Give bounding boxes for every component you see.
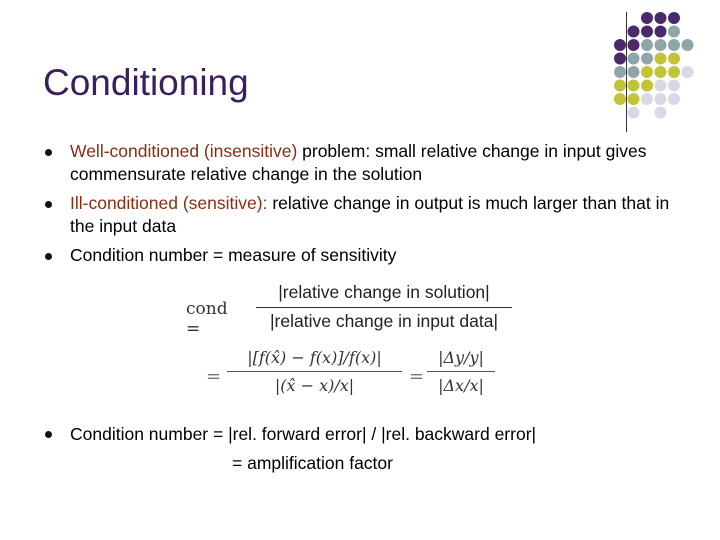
relative-change-fraction bbox=[256, 282, 512, 332]
decorative-dot bbox=[655, 93, 667, 105]
equals-sign: = bbox=[409, 366, 425, 387]
bullet-list bbox=[45, 140, 685, 273]
decorative-dot bbox=[628, 107, 640, 119]
bullet-dot-icon bbox=[45, 201, 52, 208]
decorative-dot bbox=[668, 39, 680, 51]
decorative-dot bbox=[655, 66, 667, 78]
bullet-item-amplification bbox=[45, 420, 536, 478]
bullet-item-condition-number bbox=[45, 244, 685, 267]
bullet-text: Condition number = measure of sensitivity bbox=[70, 245, 397, 265]
bullet-text: problem: small relative change in input gives commensurate relative change in the solution bbox=[70, 141, 647, 184]
title-divider-line bbox=[626, 12, 627, 132]
decorative-dot bbox=[682, 66, 694, 78]
bullet-text-continuation: = amplification factor bbox=[232, 453, 393, 473]
delta-denominator: |Δx/x| bbox=[438, 376, 484, 395]
bullet-dot-icon bbox=[45, 253, 52, 260]
decorative-dot bbox=[614, 39, 626, 51]
decorative-dot bbox=[641, 80, 653, 92]
decorative-dot bbox=[655, 26, 667, 38]
decorative-dot bbox=[682, 39, 694, 51]
decorative-dot bbox=[614, 80, 626, 92]
decorative-dot bbox=[614, 93, 626, 105]
decorative-dot bbox=[668, 53, 680, 65]
fraction-denominator: |relative change in input data| bbox=[270, 311, 498, 331]
cond-label: cond = bbox=[186, 299, 228, 339]
decorative-dot bbox=[655, 53, 667, 65]
page-title: Conditioning bbox=[43, 62, 249, 103]
bullet-text: relative change in output is much larger than that in the input data bbox=[70, 193, 670, 236]
function-fraction bbox=[227, 348, 402, 395]
decorative-dot bbox=[655, 107, 667, 119]
decorative-dot bbox=[628, 26, 640, 38]
decorative-dot bbox=[641, 93, 653, 105]
bullet-item-ill-conditioned bbox=[45, 192, 685, 238]
equals-sign: = bbox=[206, 366, 222, 387]
decorative-dot bbox=[668, 26, 680, 38]
bullet-dot-icon bbox=[45, 149, 52, 156]
decorative-dot bbox=[655, 80, 667, 92]
decorative-dot bbox=[614, 66, 626, 78]
bullet-item-well-conditioned bbox=[45, 140, 685, 186]
function-denominator: |(x̂ − x)/x| bbox=[274, 376, 355, 395]
decorative-dot bbox=[655, 39, 667, 51]
decorative-dot bbox=[668, 12, 680, 24]
decorative-dot bbox=[628, 66, 640, 78]
decorative-dot bbox=[628, 39, 640, 51]
decorative-dot bbox=[641, 66, 653, 78]
decorative-dot bbox=[641, 26, 653, 38]
decorative-dot bbox=[668, 80, 680, 92]
delta-fraction bbox=[427, 348, 495, 395]
decorative-dot bbox=[655, 12, 667, 24]
decorative-dot bbox=[668, 93, 680, 105]
bullet-list-final bbox=[45, 420, 536, 478]
decorative-dot bbox=[628, 53, 640, 65]
decorative-dot bbox=[628, 93, 640, 105]
bullet-highlight: Ill-conditioned (sensitive): bbox=[70, 193, 268, 213]
bullet-highlight: Well-conditioned (insensitive) bbox=[70, 141, 298, 161]
decorative-dot bbox=[641, 39, 653, 51]
decorative-dot bbox=[641, 53, 653, 65]
bullet-text: Condition number = |rel. forward error| / |rel. backward error| bbox=[70, 424, 537, 444]
decorative-dot bbox=[614, 53, 626, 65]
fraction-numerator: |relative change in solution| bbox=[256, 282, 512, 308]
decorative-dot bbox=[628, 80, 640, 92]
bullet-dot-icon bbox=[45, 431, 52, 438]
function-numerator: |[f(x̂) − f(x)]/f(x)| bbox=[227, 348, 402, 372]
decorative-dot bbox=[668, 66, 680, 78]
decorative-dot bbox=[641, 12, 653, 24]
delta-numerator: |Δy/y| bbox=[427, 348, 495, 372]
